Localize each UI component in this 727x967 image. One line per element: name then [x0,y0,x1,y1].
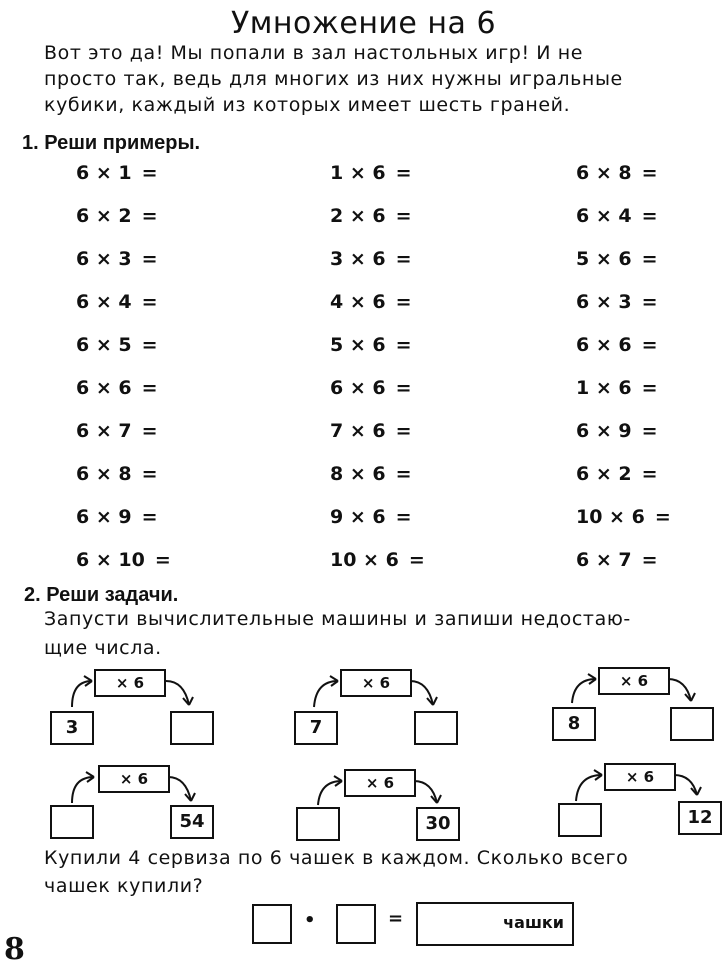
exercise-expression: 6 × 1 [76,162,132,184]
page-number: 8 [4,932,25,967]
exercise [330,506,412,528]
equals-sign: = [395,248,412,270]
input-box[interactable]: 3 [50,711,94,745]
page-title: Умножение на 6 [230,6,497,41]
equals-sign: = [395,463,412,485]
task1-heading: 1. Реши примеры. [22,132,201,154]
equals-sign: = [395,377,412,399]
equals-sign: = [395,506,412,528]
task2-heading: 2. Реши задачи. [24,584,179,606]
input-box[interactable] [50,805,94,839]
equals-sign: = [395,205,412,227]
intro-line: Вот это да! Мы попали в зал настольных игр! И не [44,42,584,64]
equals-sign: = [141,334,158,356]
equals-sign: = [141,205,158,227]
equals-sign: = [395,334,412,356]
exercise-expression: 9 × 6 [330,506,386,528]
exercise [576,506,671,528]
exercise-expression: 5 × 6 [576,248,632,270]
exercise-expression: 6 × 6 [576,334,632,356]
exercise-expression: 6 × 9 [576,420,632,442]
exercise [576,549,658,571]
equals-sign: = [641,549,658,571]
exercise [330,248,412,270]
calc-machine [548,663,727,733]
problem-line: Купили 4 сервиза по 6 чашек в каждом. Сколько всего [44,847,629,869]
equals-sign: = [395,420,412,442]
exercise [330,463,412,485]
exercise [576,334,658,356]
operation-box: × 6 [98,765,170,793]
equals-sign: = [641,334,658,356]
exercise [576,463,658,485]
exercise [576,248,658,270]
equals-sign: = [141,162,158,184]
output-box[interactable]: 54 [170,805,214,839]
equals-sign: = [408,549,425,571]
exercise-expression: 6 × 2 [576,463,632,485]
exercise-expression: 1 × 6 [576,377,632,399]
exercise-expression: 6 × 7 [76,420,132,442]
equals-sign: = [141,420,158,442]
exercise [76,248,158,270]
exercise-expression: 6 × 4 [76,291,132,313]
intro-text [44,40,714,118]
instruction-line: щие числа. [44,637,162,659]
equals-sign: = [641,291,658,313]
exercise-expression: 10 × 6 [330,549,399,571]
equals-sign: = [641,377,658,399]
factor-box-2[interactable] [336,904,376,944]
exercise-expression: 6 × 7 [576,549,632,571]
exercise [76,377,158,399]
exercise-expression: 2 × 6 [330,205,386,227]
exercise [330,549,425,571]
equals-sign: = [654,506,671,528]
exercise-expression: 6 × 10 [76,549,145,571]
equals-sign: = [154,549,171,571]
exercise-expression: 10 × 6 [576,506,645,528]
equals-sign: = [641,420,658,442]
exercise [76,334,158,356]
output-box[interactable]: 12 [678,801,722,835]
factor-box-1[interactable] [252,904,292,944]
exercise [330,291,412,313]
operation-box: × 6 [344,769,416,797]
equals-sign: = [641,205,658,227]
exercise [576,377,658,399]
exercise-expression: 3 × 6 [330,248,386,270]
exercise [330,205,412,227]
exercise [576,205,658,227]
exercise-expression: 7 × 6 [330,420,386,442]
equals-sign: = [641,162,658,184]
output-box[interactable] [170,711,214,745]
output-box[interactable]: 30 [416,807,460,841]
calc-machine [44,761,234,831]
equals-sign: = [395,162,412,184]
problem-line: чашек купили? [44,875,204,897]
exercise [76,506,158,528]
exercise-expression: 8 × 6 [330,463,386,485]
answer-unit: чашки [503,913,564,932]
exercise-expression: 5 × 6 [330,334,386,356]
equals-sign: = [388,908,404,929]
calc-machine [44,665,234,738]
exercise [576,162,658,184]
equals-sign: = [641,248,658,270]
exercise [76,549,171,571]
exercise-expression: 1 × 6 [330,162,386,184]
exercise-expression: 6 × 6 [76,377,132,399]
calc-machine [292,665,482,738]
input-box[interactable]: 8 [552,707,596,741]
exercise [330,377,412,399]
intro-line: кубики, каждый из которых имеет шесть граней. [44,94,571,116]
output-box[interactable] [414,711,458,745]
task2-instruction [44,605,714,663]
exercise-expression: 6 × 8 [576,162,632,184]
exercise [76,463,158,485]
exercise [76,291,158,313]
exercise-expression: 6 × 9 [76,506,132,528]
exercise [576,291,658,313]
answer-box[interactable] [416,902,574,946]
word-problem [44,844,724,900]
exercise [76,162,158,184]
input-box[interactable]: 7 [294,711,338,745]
exercise [76,420,158,442]
exercise [330,334,412,356]
equals-sign: = [141,291,158,313]
input-box[interactable] [558,803,602,837]
exercise [330,162,412,184]
instruction-line: Запусти вычислительные машины и запиши недостаю- [44,608,631,630]
exercise [576,420,658,442]
exercise-expression: 6 × 3 [76,248,132,270]
equals-sign: = [141,506,158,528]
multiply-dot: • [304,910,316,931]
equals-sign: = [141,248,158,270]
exercise-expression: 4 × 6 [330,291,386,313]
exercise-expression: 6 × 4 [576,205,632,227]
calc-machine [294,765,484,835]
exercise-expression: 6 × 3 [576,291,632,313]
exercise [76,205,158,227]
input-box[interactable] [296,807,340,841]
operation-box: × 6 [598,667,670,695]
equals-sign: = [141,463,158,485]
exercise-expression: 6 × 2 [76,205,132,227]
equals-sign: = [641,463,658,485]
equals-sign: = [395,291,412,313]
operation-box: × 6 [94,669,166,697]
exercise-expression: 6 × 6 [330,377,386,399]
operation-box: × 6 [340,669,412,697]
output-box[interactable] [670,707,714,741]
exercise-expression: 6 × 5 [76,334,132,356]
equals-sign: = [141,377,158,399]
exercise-expression: 6 × 8 [76,463,132,485]
operation-box: × 6 [604,763,676,791]
intro-line: просто так, ведь для многих из них нужны игральные [44,68,623,90]
exercise [330,420,412,442]
calc-machine [556,759,727,829]
